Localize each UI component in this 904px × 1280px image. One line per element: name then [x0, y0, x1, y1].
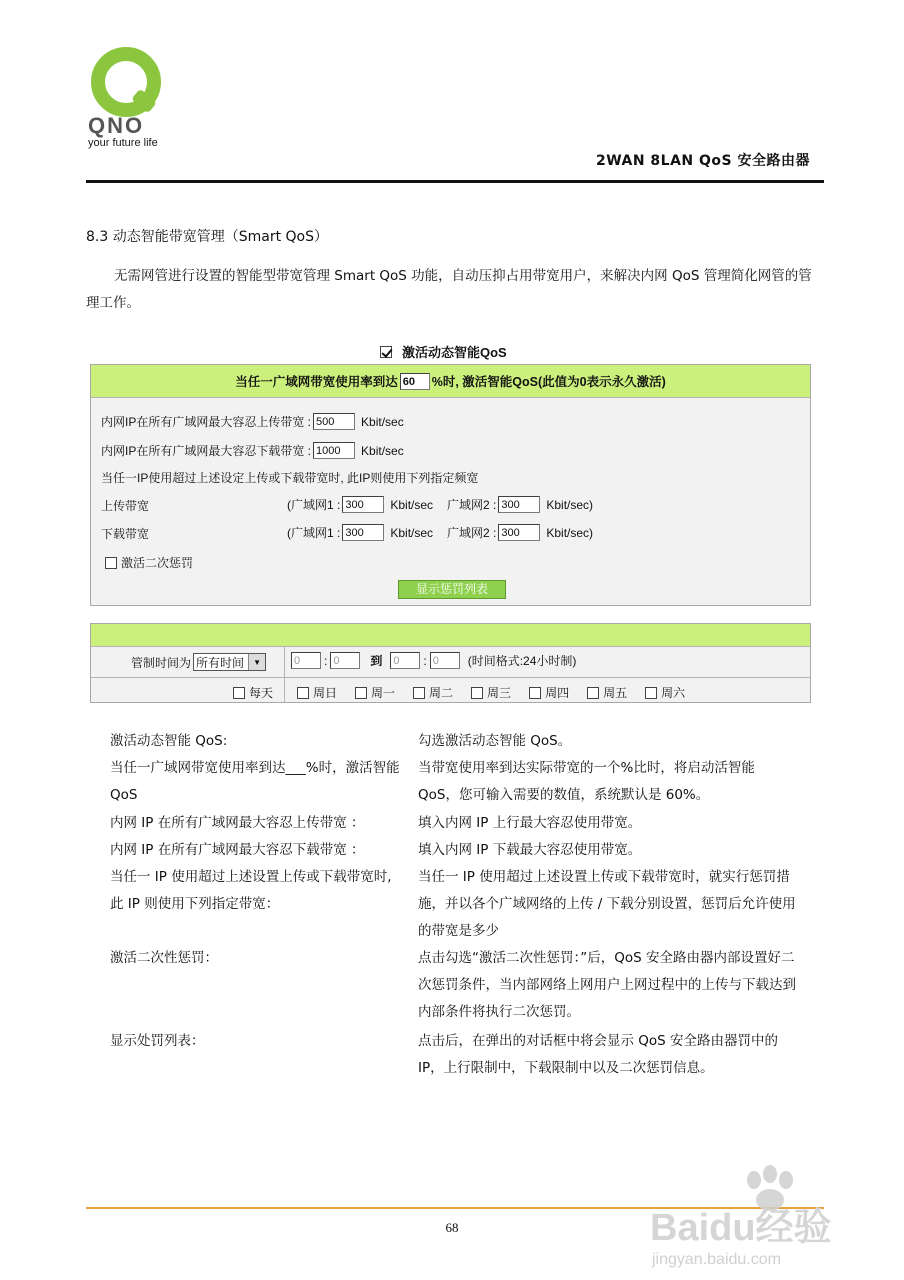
schedule-divider [284, 646, 285, 702]
time-format-note: (时间格式:24小时制) [467, 654, 577, 668]
desc-term-1: 激活动态智能 QoS: [110, 733, 228, 749]
activate-smart-qos-checkbox[interactable] [380, 346, 392, 358]
desc-text-1: 勾选激活动态智能 QoS。 [418, 733, 572, 749]
desc-text-4: 填入内网 IP 下载最大容忍使用带宽。 [418, 842, 642, 858]
smart-qos-panel [90, 364, 811, 606]
control-time-select-value: 所有时间 [196, 655, 245, 670]
qno-logo [88, 42, 178, 152]
desc-term-5: 当任一 IP 使用超过上述设置上传或下载带宽时, 此 IP 则使用下列指定带宽： [110, 869, 392, 912]
download-wan2-label: 广域网2 : [447, 526, 497, 540]
upload-bandwidth-fields [287, 496, 593, 513]
desc-text-2: 当带宽使用率到达实际带宽的一个%比时，将启动活智能 QoS，您可输入需要的数值，系统默认是 60%。 [418, 760, 755, 803]
desc-text-3: 填入内网 IP 上行最大容忍使用带宽。 [418, 815, 642, 831]
max-download-input[interactable]: 1000 [313, 442, 355, 459]
second-penalty-checkbox[interactable] [105, 557, 117, 569]
desc-term-3: 内网 IP 在所有广域网最大容忍上传带宽 ： [110, 815, 365, 831]
document-header-title: 2WAN 8LAN QoS 安全路由器 [595, 153, 810, 169]
desc-term-4: 内网 IP 在所有广域网最大容忍下载带宽 ： [110, 842, 365, 858]
day-label-sun: 周日 [313, 686, 338, 700]
download-wan1-unit: Kbit/sec [390, 525, 434, 540]
day-checkbox-sat[interactable] [645, 687, 657, 699]
start-time-colon: : [324, 653, 328, 668]
upload-bandwidth-label: 上传带宽 [101, 499, 150, 513]
schedule-header-bar [91, 624, 810, 647]
watermark-url: jingyan.baidu.com [652, 1251, 781, 1268]
end-time-colon: : [423, 653, 427, 668]
max-upload-input[interactable]: 500 [313, 413, 355, 430]
download-wan2-input[interactable]: 300 [498, 524, 540, 541]
max-upload-label: 内网IP在所有广域网最大容忍上传带宽 : [101, 415, 312, 429]
control-time-select[interactable] [193, 653, 266, 671]
upload-wan2-input[interactable]: 300 [498, 496, 540, 513]
day-checkbox-fri[interactable] [587, 687, 599, 699]
threshold-row [91, 365, 810, 398]
day-label-sat: 周六 [661, 686, 686, 700]
max-upload-row [101, 413, 404, 430]
page-number: 68 [445, 1220, 459, 1235]
desc-text-6: 点击勾选“激活二次性惩罚：”后，QoS 安全路由器内部设置好二次惩罚条件，当内部网络上网用户上网过程中的上传与下载达到内部条件将执行二次惩罚。 [418, 950, 796, 1020]
schedule-panel [90, 623, 811, 703]
time-range-group [291, 652, 576, 669]
second-penalty-label: 激活二次惩罚 [121, 556, 194, 570]
show-penalty-list-button[interactable]: 显示惩罚列表 [398, 580, 506, 599]
chevron-down-icon: ▼ [248, 654, 265, 670]
day-label-thu: 周四 [545, 686, 570, 700]
desc-term-2: 当任一广域网带宽使用率到达___%时，激活智能 QoS [110, 760, 400, 803]
upload-wan1-input[interactable]: 300 [342, 496, 384, 513]
day-checkbox-wed[interactable] [471, 687, 483, 699]
rule-text: 当任一IP使用超过上述设定上传或下载带宽时, 此IP则使用下列指定频宽 [101, 471, 479, 485]
day-checkbox-sun[interactable] [297, 687, 309, 699]
everyday-group [233, 684, 273, 701]
logo-tagline: your future life [88, 137, 158, 149]
start-hour-input[interactable]: 0 [291, 652, 321, 669]
download-bandwidth-label: 下载带宽 [101, 527, 150, 541]
desc-text-5: 当任一 IP 使用超过上述设置上传或下载带宽时，就实行惩罚措施，并以各个广域网络的上传 / 下载分别设置，惩罚后允许使用的带宽是多少 [418, 869, 796, 939]
everyday-checkbox[interactable] [233, 687, 245, 699]
header-rule [86, 180, 824, 183]
end-hour-input[interactable]: 0 [390, 652, 420, 669]
day-label-fri: 周五 [603, 686, 628, 700]
second-penalty-row [105, 554, 193, 571]
control-time-label: 管制时间为 [131, 655, 192, 670]
day-checkbox-thu[interactable] [529, 687, 541, 699]
upload-wan2-label: 广域网2 : [447, 498, 497, 512]
threshold-prefix: 当任一广域网带宽使用率到达 [235, 375, 398, 389]
upload-wan1-label: (广域网1 : [287, 498, 341, 512]
max-upload-unit: Kbit/sec [361, 414, 404, 429]
day-label-mon: 周一 [371, 686, 396, 700]
threshold-input[interactable]: 60 [400, 373, 430, 390]
upload-wan1-unit: Kbit/sec [390, 497, 434, 512]
download-wan1-label: (广域网1 : [287, 526, 341, 540]
paw-icon [747, 1165, 793, 1211]
to-label: 到 [370, 654, 383, 668]
download-wan2-unit: Kbit/sec) [546, 525, 594, 540]
everyday-label: 每天 [249, 686, 274, 700]
day-checkbox-tue[interactable] [413, 687, 425, 699]
activate-smart-qos-label: 激活动态智能QoS [402, 345, 507, 360]
logo-wordmark: QNO [88, 113, 145, 138]
intro-paragraph: 无需网管进行设置的智能型带宽管理 Smart QoS 功能，自动压抑占用带宽用户，来解决内网 QoS 管理简化网管的管理工作。 [86, 268, 812, 311]
watermark-brand: Baidu经验 [650, 1207, 832, 1249]
download-wan1-input[interactable]: 300 [342, 524, 384, 541]
max-download-label: 内网IP在所有广域网最大容忍下载带宽 : [101, 444, 312, 458]
control-time-group [131, 653, 266, 671]
threshold-suffix: %时, 激活智能QoS(此值为0表示永久激活) [431, 375, 666, 389]
upload-wan2-unit: Kbit/sec) [546, 497, 594, 512]
section-title: 8.3 动态智能带宽管理（Smart QoS） [86, 229, 328, 245]
desc-term-7: 显示处罚列表： [110, 1033, 205, 1049]
day-label-wed: 周三 [487, 686, 512, 700]
download-bandwidth-fields [287, 524, 593, 541]
day-checkbox-mon[interactable] [355, 687, 367, 699]
max-download-row [101, 442, 404, 459]
max-download-unit: Kbit/sec [361, 443, 404, 458]
end-minute-input[interactable]: 0 [430, 652, 460, 669]
desc-term-6: 激活二次性惩罚： [110, 950, 218, 966]
weekdays-group [297, 684, 685, 701]
baidu-jingyan-watermark [646, 1160, 846, 1270]
day-label-tue: 周二 [429, 686, 454, 700]
desc-text-7: 点击后，在弹出的对话框中将会显示 QoS 安全路由器罚中的 IP，上行限制中，下载限制中以及二次惩罚信息。 [418, 1033, 779, 1076]
activate-smart-qos-row [380, 342, 507, 361]
start-minute-input[interactable]: 0 [330, 652, 360, 669]
